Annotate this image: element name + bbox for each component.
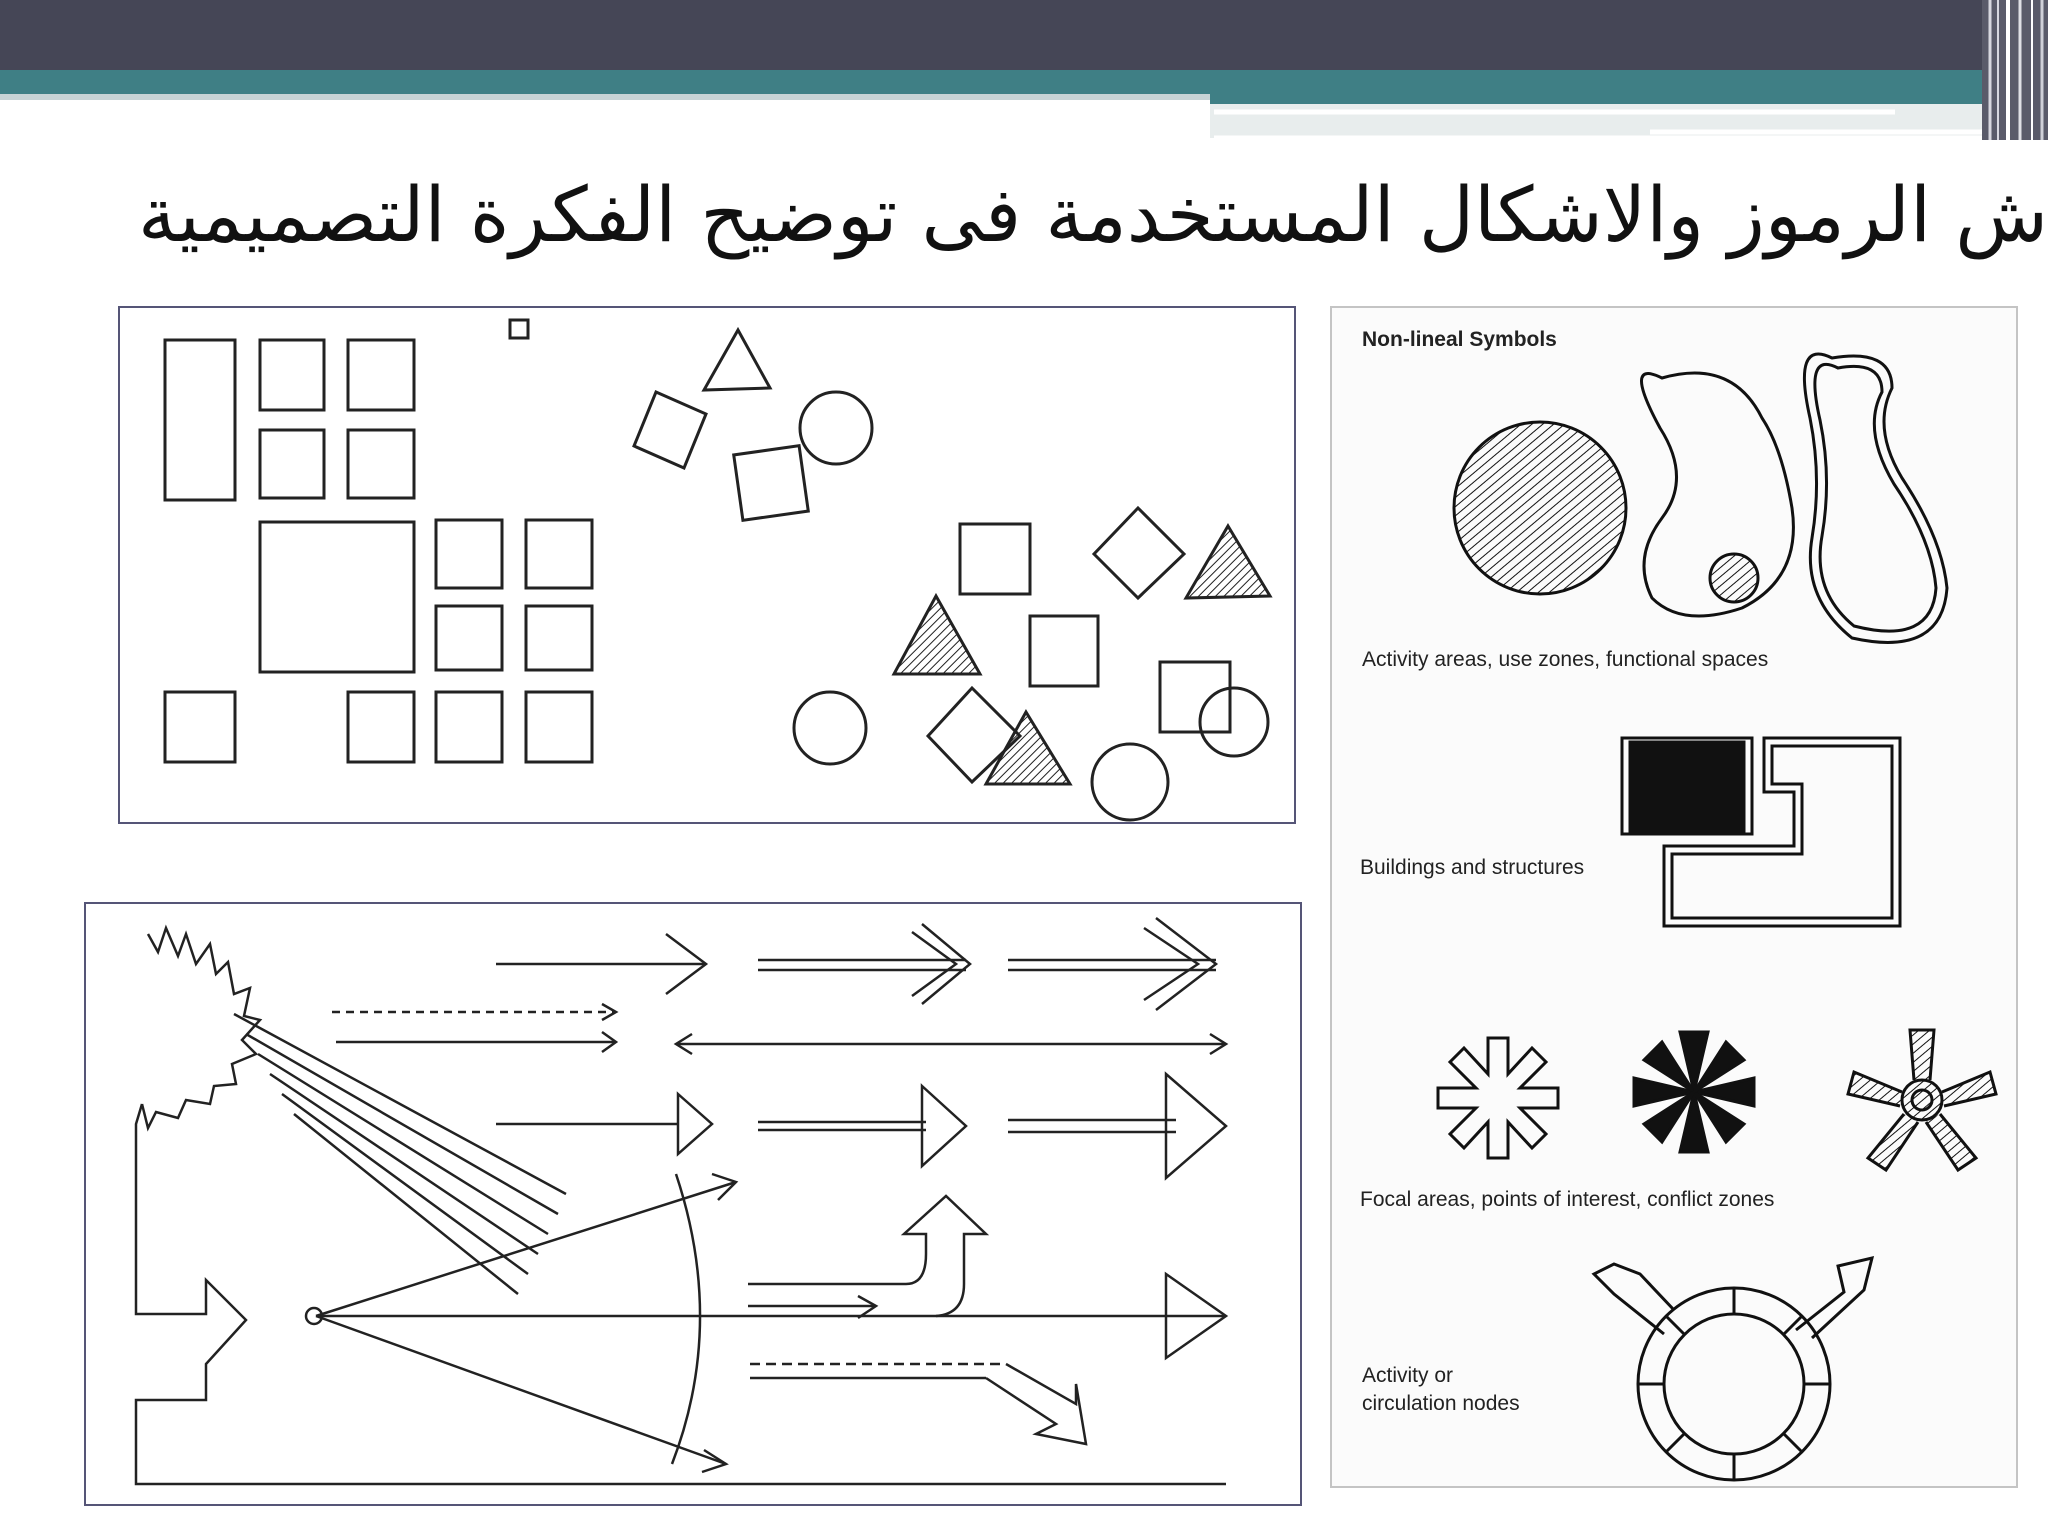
caption-nodes-line1: Activity or: [1362, 1364, 1454, 1387]
shapes-sketch-image: [120, 308, 1294, 822]
header-decoration: [0, 0, 2048, 150]
symbols-drawing: [1332, 308, 2016, 1486]
arrows-sketch-panel: [84, 902, 1302, 1506]
caption-activity-areas: Activity areas, use zones, functional spaces: [1362, 648, 1769, 671]
caption-buildings: Buildings and structures: [1360, 856, 1585, 879]
arrows-sketch-image: [86, 904, 1300, 1504]
caption-nodes-line2: circulation nodes: [1362, 1392, 1520, 1415]
symbols-heading: Non-lineal Symbols: [1362, 328, 1557, 351]
caption-focal-areas: Focal areas, points of interest, conflict zones: [1360, 1188, 1775, 1211]
symbols-panel: [1330, 306, 2018, 1488]
shapes-sketch-panel: [118, 306, 1296, 824]
page-title: ش الرموز والاشكال المستخدمة فى توضيح الفكرة التصميمية: [138, 170, 2048, 259]
